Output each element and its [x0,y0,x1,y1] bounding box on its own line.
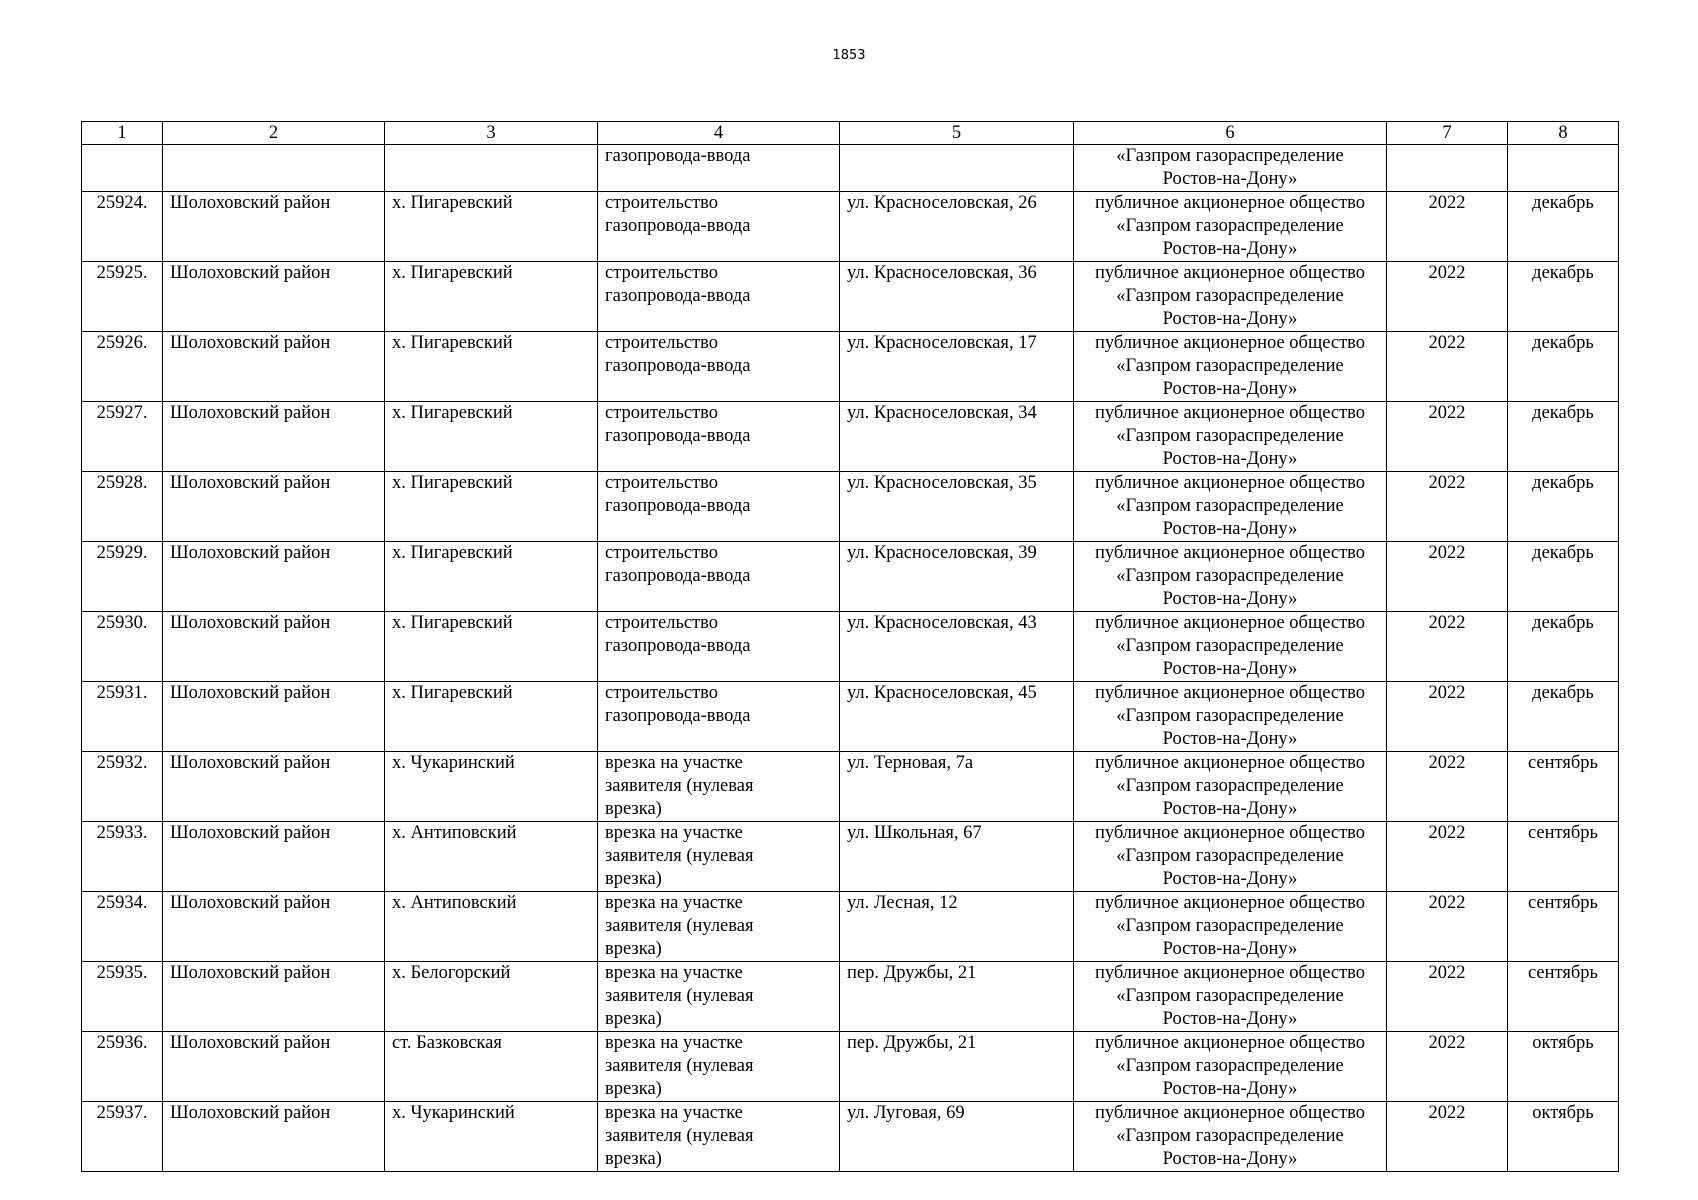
header-row [82,122,1619,145]
table-row [82,472,1619,542]
operator-line: Ростов-на-Дону» [1162,589,1298,609]
operator-cell [1074,962,1387,1032]
operator-line: «Газпром газораспределение [1116,706,1344,726]
work-type-line: газопровода-ввода [605,706,751,726]
district-cell: Шолоховский район [163,752,385,822]
column-header: 5 [840,122,1074,145]
work-type-cell [598,402,840,472]
operator-line: «Газпром газораспределение [1116,356,1344,376]
work-type-cell [598,612,840,682]
work-type-cell [598,962,840,1032]
table-row [82,962,1619,1032]
work-type-cell [598,145,840,192]
settlement-cell: х. Пигаревский [385,262,598,332]
district-cell [163,145,385,192]
work-type-line: газопровода-ввода [605,216,751,236]
work-type-line: газопровода-ввода [605,286,751,306]
address-cell: ул. Красноселовская, 17 [840,332,1074,402]
district-cell: Шолоховский район [163,332,385,402]
work-type-line: газопровода-ввода [605,426,751,446]
operator-line: «Газпром газораспределение [1116,146,1344,166]
year-cell: 2022 [1387,542,1508,612]
operator-line: Ростов-на-Дону» [1162,449,1298,469]
operator-line: публичное акционерное общество [1094,193,1366,213]
work-type-cell [598,472,840,542]
number-cell: 25928. [82,472,163,542]
month-cell [1508,145,1619,192]
year-cell: 2022 [1387,752,1508,822]
month-cell: сентябрь [1508,962,1619,1032]
operator-cell [1074,402,1387,472]
operator-line: «Газпром газораспределение [1116,846,1344,866]
operator-line: публичное акционерное общество [1094,613,1366,633]
year-cell: 2022 [1387,192,1508,262]
work-type-cell [598,332,840,402]
continuation-row [82,145,1619,192]
year-cell: 2022 [1387,1102,1508,1172]
settlement-cell [385,145,598,192]
page-number: 1853 [832,48,866,63]
operator-line: Ростов-на-Дону» [1162,519,1298,539]
year-cell: 2022 [1387,402,1508,472]
number-cell: 25932. [82,752,163,822]
operator-line: «Газпром газораспределение [1116,776,1344,796]
operator-line: публичное акционерное общество [1094,753,1366,773]
work-type-line: строительство [605,543,719,563]
operator-line: публичное акционерное общество [1094,1103,1366,1123]
year-cell: 2022 [1387,822,1508,892]
work-type-line: строительство [605,333,719,353]
operator-line: «Газпром газораспределение [1116,986,1344,1006]
operator-line: публичное акционерное общество [1094,1033,1366,1053]
operator-line: «Газпром газораспределение [1116,426,1344,446]
month-cell: октябрь [1508,1102,1619,1172]
year-cell: 2022 [1387,892,1508,962]
operator-line: Ростов-на-Дону» [1162,169,1298,189]
operator-cell [1074,1032,1387,1102]
settlement-cell: х. Пигаревский [385,612,598,682]
table-row [82,262,1619,332]
operator-line: Ростов-на-Дону» [1162,799,1298,819]
operator-cell [1074,542,1387,612]
district-cell: Шолоховский район [163,892,385,962]
table-body [82,145,1619,1172]
work-type-line: врезка на участке [605,963,743,983]
district-cell: Шолоховский район [163,612,385,682]
operator-cell [1074,682,1387,752]
table-row [82,402,1619,472]
month-cell: декабрь [1508,192,1619,262]
settlement-cell: х. Пигаревский [385,542,598,612]
work-type-line: строительство [605,473,719,493]
operator-line: Ростов-на-Дону» [1162,1149,1298,1169]
operator-line: Ростов-на-Дону» [1162,309,1298,329]
operator-line: публичное акционерное общество [1094,333,1366,353]
settlement-cell: х. Антиповский [385,892,598,962]
address-cell: пер. Дружбы, 21 [840,962,1074,1032]
work-type-line: врезка на участке [605,893,743,913]
operator-line: публичное акционерное общество [1094,543,1366,563]
address-cell: ул. Терновая, 7а [840,752,1074,822]
work-type-cell [598,262,840,332]
operator-line: публичное акционерное общество [1094,683,1366,703]
operator-line: Ростов-на-Дону» [1162,239,1298,259]
work-type-line: газопровода-ввода [605,496,751,516]
address-cell: ул. Школьная, 67 [840,822,1074,892]
district-cell: Шолоховский район [163,542,385,612]
operator-cell [1074,822,1387,892]
year-cell: 2022 [1387,332,1508,402]
district-cell: Шолоховский район [163,192,385,262]
operator-line: Ростов-на-Дону» [1162,1079,1298,1099]
work-type-line: заявителя (нулевая [605,916,754,936]
operator-cell [1074,192,1387,262]
number-cell: 25935. [82,962,163,1032]
month-cell: декабрь [1508,332,1619,402]
work-type-line: врезка) [605,1009,662,1029]
district-cell: Шолоховский район [163,822,385,892]
table-row [82,822,1619,892]
operator-line: «Газпром газораспределение [1116,566,1344,586]
work-type-line: заявителя (нулевая [605,986,754,1006]
address-cell: ул. Красноселовская, 35 [840,472,1074,542]
work-type-line: врезка на участке [605,753,743,773]
operator-line: «Газпром газораспределение [1116,496,1344,516]
work-type-line: заявителя (нулевая [605,1056,754,1076]
number-cell: 25927. [82,402,163,472]
district-cell: Шолоховский район [163,1102,385,1172]
year-cell: 2022 [1387,472,1508,542]
operator-line: Ростов-на-Дону» [1162,869,1298,889]
table-row [82,682,1619,752]
operator-line: публичное акционерное общество [1094,263,1366,283]
work-type-line: строительство [605,263,719,283]
settlement-cell: х. Антиповский [385,822,598,892]
table-row [82,1102,1619,1172]
operator-cell [1074,1102,1387,1172]
month-cell: сентябрь [1508,752,1619,822]
work-type-cell [598,192,840,262]
address-cell: ул. Лесная, 12 [840,892,1074,962]
operator-line: «Газпром газораспределение [1116,1056,1344,1076]
gas-connection-table [81,121,1619,1172]
work-type-line: врезка) [605,939,662,959]
address-cell [840,145,1074,192]
operator-line: «Газпром газораспределение [1116,216,1344,236]
work-type-line: заявителя (нулевая [605,776,754,796]
district-cell: Шолоховский район [163,962,385,1032]
month-cell: декабрь [1508,542,1619,612]
operator-line: публичное акционерное общество [1094,473,1366,493]
number-cell: 25937. [82,1102,163,1172]
work-type-line: врезка) [605,1149,662,1169]
settlement-cell: х. Пигаревский [385,402,598,472]
work-type-cell [598,542,840,612]
month-cell: октябрь [1508,1032,1619,1102]
column-header: 2 [163,122,385,145]
district-cell: Шолоховский район [163,472,385,542]
work-type-line: врезка на участке [605,823,743,843]
work-type-cell [598,752,840,822]
settlement-cell: х. Пигаревский [385,332,598,402]
operator-cell [1074,612,1387,682]
column-header: 8 [1508,122,1619,145]
month-cell: декабрь [1508,402,1619,472]
work-type-line: врезка) [605,799,662,819]
operator-line: публичное акционерное общество [1094,823,1366,843]
work-type-line: врезка на участке [605,1033,743,1053]
month-cell: сентябрь [1508,892,1619,962]
operator-cell [1074,332,1387,402]
month-cell: декабрь [1508,472,1619,542]
operator-line: Ростов-на-Дону» [1162,1009,1298,1029]
year-cell: 2022 [1387,682,1508,752]
operator-cell [1074,752,1387,822]
address-cell: пер. Дружбы, 21 [840,1032,1074,1102]
work-type-line: строительство [605,403,719,423]
column-header: 6 [1074,122,1387,145]
table-row [82,192,1619,262]
column-header: 4 [598,122,840,145]
month-cell: декабрь [1508,612,1619,682]
column-header: 7 [1387,122,1508,145]
work-type-line: газопровода-ввода [605,356,751,376]
settlement-cell: х. Чукаринский [385,752,598,822]
district-cell: Шолоховский район [163,402,385,472]
table-row [82,542,1619,612]
settlement-cell: х. Белогорский [385,962,598,1032]
year-cell: 2022 [1387,612,1508,682]
operator-line: «Газпром газораспределение [1116,916,1344,936]
table-row [82,612,1619,682]
work-type-cell [598,682,840,752]
operator-cell [1074,145,1387,192]
work-type-line: строительство [605,193,719,213]
year-cell [1387,145,1508,192]
number-cell: 25934. [82,892,163,962]
address-cell: ул. Красноселовская, 43 [840,612,1074,682]
table-header [82,122,1619,145]
work-type-cell [598,1032,840,1102]
table-row [82,752,1619,822]
table-row [82,1032,1619,1102]
district-cell: Шолоховский район [163,262,385,332]
operator-line: Ростов-на-Дону» [1162,939,1298,959]
settlement-cell: х. Пигаревский [385,472,598,542]
number-cell: 25925. [82,262,163,332]
operator-line: публичное акционерное общество [1094,403,1366,423]
address-cell: ул. Красноселовская, 36 [840,262,1074,332]
column-header: 3 [385,122,598,145]
number-cell: 25931. [82,682,163,752]
work-type-line: врезка) [605,1079,662,1099]
year-cell: 2022 [1387,1032,1508,1102]
number-cell: 25933. [82,822,163,892]
district-cell: Шолоховский район [163,682,385,752]
number-cell [82,145,163,192]
settlement-cell: х. Пигаревский [385,192,598,262]
month-cell: декабрь [1508,262,1619,332]
work-type-line: газопровода-ввода [605,636,751,656]
table-row [82,332,1619,402]
operator-line: «Газпром газораспределение [1116,286,1344,306]
address-cell: ул. Красноселовская, 39 [840,542,1074,612]
work-type-line: строительство [605,683,719,703]
address-cell: ул. Красноселовская, 34 [840,402,1074,472]
year-cell: 2022 [1387,262,1508,332]
month-cell: декабрь [1508,682,1619,752]
operator-line: публичное акционерное общество [1094,893,1366,913]
year-cell: 2022 [1387,962,1508,1032]
operator-cell [1074,472,1387,542]
settlement-cell: х. Чукаринский [385,1102,598,1172]
month-cell: сентябрь [1508,822,1619,892]
number-cell: 25929. [82,542,163,612]
work-type-line: врезка на участке [605,1103,743,1123]
address-cell: ул. Луговая, 69 [840,1102,1074,1172]
address-cell: ул. Красноселовская, 45 [840,682,1074,752]
operator-line: Ростов-на-Дону» [1162,659,1298,679]
operator-line: «Газпром газораспределение [1116,1126,1344,1146]
operator-cell [1074,262,1387,332]
number-cell: 25930. [82,612,163,682]
work-type-line: заявителя (нулевая [605,846,754,866]
work-type-line: врезка) [605,869,662,889]
work-type-cell [598,822,840,892]
settlement-cell: ст. Базковская [385,1032,598,1102]
address-cell: ул. Красноселовская, 26 [840,192,1074,262]
operator-line: «Газпром газораспределение [1116,636,1344,656]
settlement-cell: х. Пигаревский [385,682,598,752]
work-type-line: газопровода-ввода [605,566,751,586]
operator-line: Ростов-на-Дону» [1162,379,1298,399]
operator-cell [1074,892,1387,962]
work-type-line: строительство [605,613,719,633]
number-cell: 25936. [82,1032,163,1102]
number-cell: 25926. [82,332,163,402]
operator-line: публичное акционерное общество [1094,963,1366,983]
work-type-line: заявителя (нулевая [605,1126,754,1146]
district-cell: Шолоховский район [163,1032,385,1102]
operator-line: Ростов-на-Дону» [1162,729,1298,749]
column-header: 1 [82,122,163,145]
work-type-line: газопровода-ввода [605,146,751,166]
work-type-cell [598,1102,840,1172]
work-type-cell [598,892,840,962]
number-cell: 25924. [82,192,163,262]
table-row [82,892,1619,962]
